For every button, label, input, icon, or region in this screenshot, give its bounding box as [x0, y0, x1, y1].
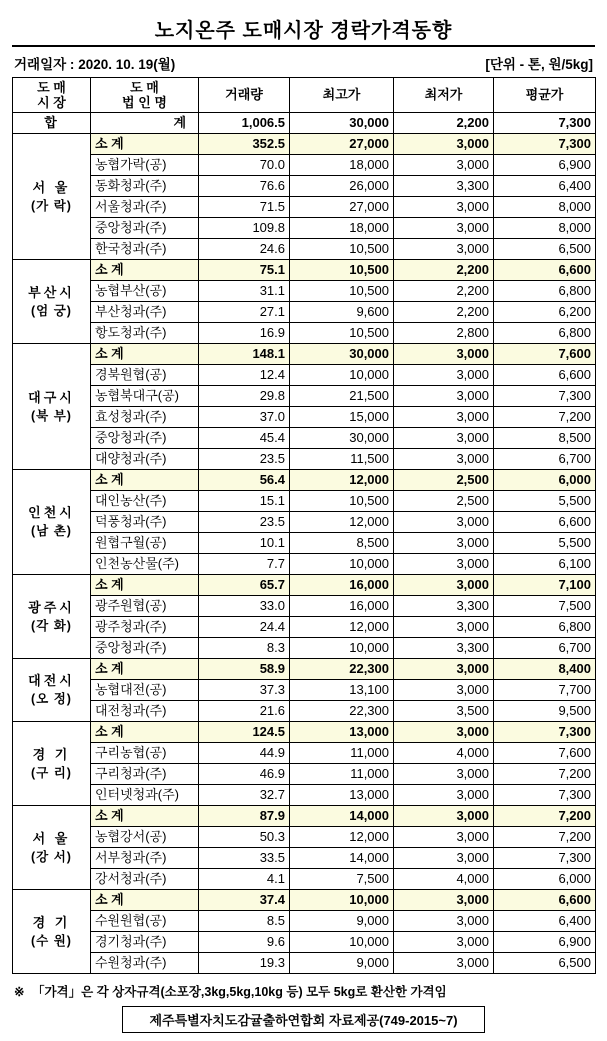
cell-high: 27,000 — [290, 134, 394, 155]
cell-low: 3,000 — [394, 365, 494, 386]
cell-low: 3,000 — [394, 932, 494, 953]
cell-volume: 4.1 — [199, 869, 290, 890]
cell-avg: 7,300 — [494, 134, 596, 155]
table-row — [13, 533, 596, 554]
cell-avg: 7,700 — [494, 680, 596, 701]
cell-avg: 6,600 — [494, 512, 596, 533]
corp-name: 부산청과(주) — [91, 302, 199, 323]
corp-name: 농협대전(공) — [91, 680, 199, 701]
cell-high: 10,000 — [290, 932, 394, 953]
cell-high: 9,600 — [290, 302, 394, 323]
cell-avg: 6,900 — [494, 932, 596, 953]
cell-avg: 7,300 — [494, 785, 596, 806]
table-row-total — [13, 113, 596, 134]
column-header-corp-line1: 도 매 — [130, 80, 159, 95]
table-row — [13, 638, 596, 659]
cell-volume: 109.8 — [199, 218, 290, 239]
cell-low: 3,000 — [394, 911, 494, 932]
cell-avg: 8,000 — [494, 197, 596, 218]
cell-low: 3,000 — [394, 134, 494, 155]
corp-name: 농협북대구(공) — [91, 386, 199, 407]
cell-avg: 6,100 — [494, 554, 596, 575]
cell-high: 12,000 — [290, 827, 394, 848]
cell-volume: 32.7 — [199, 785, 290, 806]
corp-name: 농협부산(공) — [91, 281, 199, 302]
corp-name: 항도청과(주) — [91, 323, 199, 344]
cell-volume: 33.5 — [199, 848, 290, 869]
market-sub-name: (수 원) — [31, 933, 72, 948]
table-row-subtotal — [13, 470, 596, 491]
cell-low: 2,500 — [394, 491, 494, 512]
table-row — [13, 701, 596, 722]
cell-volume: 8.5 — [199, 911, 290, 932]
cell-volume: 70.0 — [199, 155, 290, 176]
cell-volume: 29.8 — [199, 386, 290, 407]
cell-avg: 6,500 — [494, 953, 596, 974]
market-cell — [13, 134, 91, 260]
table-row — [13, 617, 596, 638]
cell-high: 14,000 — [290, 848, 394, 869]
total-low: 2,200 — [394, 113, 494, 134]
cell-avg: 7,300 — [494, 722, 596, 743]
cell-low: 3,000 — [394, 575, 494, 596]
table-row — [13, 596, 596, 617]
cell-high: 18,000 — [290, 218, 394, 239]
market-name: 광주시 — [28, 599, 75, 615]
cell-low: 2,800 — [394, 323, 494, 344]
footnote-star: ※ — [14, 985, 25, 999]
total-high: 30,000 — [290, 113, 394, 134]
cell-avg: 7,600 — [494, 743, 596, 764]
corp-name: 서부청과(주) — [91, 848, 199, 869]
subtotal-label: 소 계 — [91, 134, 199, 155]
table-row-subtotal — [13, 260, 596, 281]
table-row — [13, 218, 596, 239]
market-name: 대구시 — [28, 389, 75, 405]
table-row — [13, 386, 596, 407]
market-sub-name: (강 서) — [31, 849, 72, 864]
cell-low: 3,000 — [394, 155, 494, 176]
table-row — [13, 764, 596, 785]
corp-name: 경북원협(공) — [91, 365, 199, 386]
footnote-text: 「가격」은 각 상자규격(소포장,3kg,5kg,10kg 등) 모두 5kg로 환산한 가격임 — [31, 985, 447, 999]
cell-low: 2,200 — [394, 260, 494, 281]
cell-avg: 6,800 — [494, 281, 596, 302]
table-row — [13, 407, 596, 428]
cell-avg: 6,600 — [494, 260, 596, 281]
title-divider — [12, 45, 595, 47]
market-name: 서 울 — [32, 179, 71, 195]
cell-volume: 65.7 — [199, 575, 290, 596]
cell-volume: 148.1 — [199, 344, 290, 365]
cell-high: 27,000 — [290, 197, 394, 218]
corp-name: 대인농산(주) — [91, 491, 199, 512]
cell-avg: 8,500 — [494, 428, 596, 449]
market-name: 대전시 — [28, 673, 75, 688]
cell-low: 3,000 — [394, 197, 494, 218]
market-sub-name: (엄 궁) — [31, 303, 72, 318]
subheader — [12, 53, 595, 77]
cell-volume: 87.9 — [199, 806, 290, 827]
market-name: 부산시 — [28, 284, 75, 300]
cell-volume: 27.1 — [199, 302, 290, 323]
column-header-corp-line2: 법 인 명 — [122, 95, 167, 110]
table-row-subtotal — [13, 134, 596, 155]
market-sub-name: (구 리) — [31, 765, 72, 780]
table-row — [13, 239, 596, 260]
cell-high: 10,500 — [290, 281, 394, 302]
cell-low: 4,000 — [394, 869, 494, 890]
cell-volume: 24.6 — [199, 239, 290, 260]
cell-volume: 16.9 — [199, 323, 290, 344]
market-sub-name: (가 락) — [31, 198, 72, 213]
table-row — [13, 785, 596, 806]
cell-avg: 7,500 — [494, 596, 596, 617]
total-avg: 7,300 — [494, 113, 596, 134]
table-body — [13, 113, 596, 974]
cell-avg: 7,200 — [494, 827, 596, 848]
cell-avg: 5,500 — [494, 533, 596, 554]
column-header-market-line1: 도 매 — [37, 80, 66, 95]
cell-low: 2,200 — [394, 302, 494, 323]
credit-wrap — [12, 1006, 595, 1033]
cell-low: 3,300 — [394, 638, 494, 659]
corp-name: 농협강서(공) — [91, 827, 199, 848]
market-sub-name: (북 부) — [31, 408, 72, 423]
cell-low: 3,300 — [394, 596, 494, 617]
table-row — [13, 743, 596, 764]
cell-volume: 124.5 — [199, 722, 290, 743]
cell-low: 3,000 — [394, 890, 494, 911]
cell-high: 10,000 — [290, 890, 394, 911]
cell-low: 3,000 — [394, 407, 494, 428]
cell-high: 12,000 — [290, 512, 394, 533]
cell-low: 3,000 — [394, 218, 494, 239]
corp-name: 효성청과(주) — [91, 407, 199, 428]
corp-name: 서울청과(주) — [91, 197, 199, 218]
column-header-corp — [91, 78, 199, 113]
column-header-avg: 평균가 — [494, 78, 596, 113]
cell-high: 11,000 — [290, 764, 394, 785]
table-row — [13, 365, 596, 386]
column-header-volume: 거래량 — [199, 78, 290, 113]
corp-name: 구리청과(주) — [91, 764, 199, 785]
cell-high: 10,500 — [290, 323, 394, 344]
cell-avg: 7,300 — [494, 386, 596, 407]
market-name: 인천시 — [28, 505, 75, 520]
corp-name: 동화청과(주) — [91, 176, 199, 197]
cell-high: 13,000 — [290, 722, 394, 743]
cell-volume: 37.3 — [199, 680, 290, 701]
cell-volume: 45.4 — [199, 428, 290, 449]
cell-high: 8,500 — [290, 533, 394, 554]
cell-volume: 75.1 — [199, 260, 290, 281]
cell-volume: 37.4 — [199, 890, 290, 911]
cell-low: 3,000 — [394, 680, 494, 701]
table-row — [13, 491, 596, 512]
corp-name: 중앙청과(주) — [91, 638, 199, 659]
market-cell — [13, 722, 91, 806]
cell-high: 22,300 — [290, 659, 394, 680]
subtotal-label: 소 계 — [91, 806, 199, 827]
cell-low: 3,000 — [394, 659, 494, 680]
cell-volume: 12.4 — [199, 365, 290, 386]
column-header-low: 최저가 — [394, 78, 494, 113]
cell-low: 3,000 — [394, 848, 494, 869]
cell-avg: 6,500 — [494, 239, 596, 260]
cell-avg: 7,300 — [494, 848, 596, 869]
cell-low: 2,500 — [394, 470, 494, 491]
cell-high: 11,500 — [290, 449, 394, 470]
cell-low: 3,000 — [394, 428, 494, 449]
cell-avg: 7,100 — [494, 575, 596, 596]
corp-name: 한국청과(주) — [91, 239, 199, 260]
corp-name: 수원청과(주) — [91, 953, 199, 974]
table-row — [13, 953, 596, 974]
cell-low: 4,000 — [394, 743, 494, 764]
cell-avg: 6,800 — [494, 323, 596, 344]
cell-high: 9,000 — [290, 911, 394, 932]
page-title: 노지온주 도매시장 경락가격동향 — [154, 20, 453, 42]
cell-low: 3,000 — [394, 449, 494, 470]
cell-volume: 15.1 — [199, 491, 290, 512]
cell-high: 10,000 — [290, 365, 394, 386]
cell-volume: 71.5 — [199, 197, 290, 218]
cell-volume: 56.4 — [199, 470, 290, 491]
subtotal-label: 소 계 — [91, 722, 199, 743]
cell-low: 3,000 — [394, 953, 494, 974]
cell-volume: 23.5 — [199, 449, 290, 470]
table-row-subtotal — [13, 575, 596, 596]
corp-name: 중앙청과(주) — [91, 428, 199, 449]
cell-avg: 6,600 — [494, 890, 596, 911]
cell-high: 7,500 — [290, 869, 394, 890]
footnote — [12, 982, 595, 1000]
cell-high: 21,500 — [290, 386, 394, 407]
price-table — [12, 77, 596, 974]
cell-high: 15,000 — [290, 407, 394, 428]
cell-low: 3,000 — [394, 617, 494, 638]
corp-name: 대양청과(주) — [91, 449, 199, 470]
table-row — [13, 680, 596, 701]
cell-avg: 6,600 — [494, 365, 596, 386]
table-row-subtotal — [13, 890, 596, 911]
column-header-market — [13, 78, 91, 113]
table-row — [13, 869, 596, 890]
cell-avg: 9,500 — [494, 701, 596, 722]
cell-volume: 76.6 — [199, 176, 290, 197]
cell-low: 3,000 — [394, 554, 494, 575]
cell-low: 3,000 — [394, 512, 494, 533]
cell-avg: 6,000 — [494, 470, 596, 491]
cell-high: 9,000 — [290, 953, 394, 974]
cell-low: 3,000 — [394, 785, 494, 806]
cell-avg: 6,700 — [494, 449, 596, 470]
market-cell — [13, 344, 91, 470]
table-row — [13, 323, 596, 344]
cell-high: 16,000 — [290, 596, 394, 617]
cell-high: 10,000 — [290, 638, 394, 659]
column-header-high: 최고가 — [290, 78, 394, 113]
cell-low: 3,000 — [394, 827, 494, 848]
corp-name: 인터넷청과(주) — [91, 785, 199, 806]
corp-name: 강서청과(주) — [91, 869, 199, 890]
cell-low: 3,000 — [394, 386, 494, 407]
cell-avg: 8,400 — [494, 659, 596, 680]
cell-high: 13,000 — [290, 785, 394, 806]
cell-volume: 37.0 — [199, 407, 290, 428]
market-cell — [13, 659, 91, 722]
market-name: 경 기 — [32, 914, 71, 930]
market-cell — [13, 260, 91, 344]
table-row — [13, 155, 596, 176]
market-cell — [13, 806, 91, 890]
cell-volume: 46.9 — [199, 764, 290, 785]
cell-volume: 352.5 — [199, 134, 290, 155]
cell-high: 12,000 — [290, 617, 394, 638]
table-row — [13, 512, 596, 533]
cell-low: 3,000 — [394, 764, 494, 785]
market-cell — [13, 890, 91, 974]
cell-high: 11,000 — [290, 743, 394, 764]
cell-high: 13,100 — [290, 680, 394, 701]
table-row — [13, 911, 596, 932]
subtotal-label: 소 계 — [91, 890, 199, 911]
unit-note: [단위 - 톤, 원/5kg] — [485, 57, 593, 72]
cell-avg: 7,200 — [494, 407, 596, 428]
cell-avg: 5,500 — [494, 491, 596, 512]
cell-avg: 6,200 — [494, 302, 596, 323]
subtotal-label: 소 계 — [91, 575, 199, 596]
corp-name: 광주원협(공) — [91, 596, 199, 617]
cell-low: 3,300 — [394, 176, 494, 197]
cell-volume: 19.3 — [199, 953, 290, 974]
corp-name: 덕풍청과(주) — [91, 512, 199, 533]
cell-volume: 21.6 — [199, 701, 290, 722]
credit-box: 제주특별자치도감귤출하연합회 자료제공(749-2015~7) — [122, 1006, 484, 1033]
cell-low: 3,000 — [394, 344, 494, 365]
table-row-subtotal — [13, 659, 596, 680]
cell-high: 10,500 — [290, 260, 394, 281]
table-header-row — [13, 78, 596, 113]
cell-low: 3,500 — [394, 701, 494, 722]
cell-low: 3,000 — [394, 722, 494, 743]
cell-avg: 6,700 — [494, 638, 596, 659]
cell-volume: 31.1 — [199, 281, 290, 302]
corp-name: 경기청과(주) — [91, 932, 199, 953]
table-row — [13, 848, 596, 869]
table-row-subtotal — [13, 722, 596, 743]
column-header-market-line2: 시 장 — [37, 95, 66, 110]
total-corp-label: 계 — [91, 113, 199, 134]
cell-volume: 50.3 — [199, 827, 290, 848]
cell-low: 2,200 — [394, 281, 494, 302]
table-row-subtotal — [13, 806, 596, 827]
corp-name: 인천농산물(주) — [91, 554, 199, 575]
corp-name: 수원원협(공) — [91, 911, 199, 932]
table-row — [13, 827, 596, 848]
corp-name: 중앙청과(주) — [91, 218, 199, 239]
market-name: 경 기 — [32, 746, 71, 762]
cell-high: 14,000 — [290, 806, 394, 827]
market-sub-name: (남 촌) — [31, 524, 72, 538]
subtotal-label: 소 계 — [91, 344, 199, 365]
table-row — [13, 176, 596, 197]
cell-avg: 6,900 — [494, 155, 596, 176]
cell-low: 3,000 — [394, 806, 494, 827]
cell-volume: 7.7 — [199, 554, 290, 575]
corp-name: 광주청과(주) — [91, 617, 199, 638]
market-cell — [13, 470, 91, 575]
cell-avg: 6,400 — [494, 911, 596, 932]
cell-high: 22,300 — [290, 701, 394, 722]
cell-volume: 33.0 — [199, 596, 290, 617]
cell-volume: 23.5 — [199, 512, 290, 533]
cell-high: 10,500 — [290, 239, 394, 260]
cell-high: 16,000 — [290, 575, 394, 596]
cell-high: 18,000 — [290, 155, 394, 176]
table-row — [13, 281, 596, 302]
market-name: 서 울 — [32, 830, 71, 846]
table-row — [13, 932, 596, 953]
table-row — [13, 449, 596, 470]
table-row — [13, 554, 596, 575]
table-row — [13, 197, 596, 218]
cell-high: 30,000 — [290, 344, 394, 365]
table-row-subtotal — [13, 344, 596, 365]
cell-volume: 8.3 — [199, 638, 290, 659]
cell-volume: 44.9 — [199, 743, 290, 764]
subtotal-label: 소 계 — [91, 659, 199, 680]
cell-high: 26,000 — [290, 176, 394, 197]
market-sub-name: (오 정) — [31, 692, 72, 706]
cell-avg: 7,200 — [494, 806, 596, 827]
cell-low: 3,000 — [394, 533, 494, 554]
total-market-label: 합 — [13, 113, 91, 134]
cell-avg: 6,800 — [494, 617, 596, 638]
cell-volume: 58.9 — [199, 659, 290, 680]
trade-date — [14, 53, 175, 73]
cell-volume: 10.1 — [199, 533, 290, 554]
total-volume: 1,006.5 — [199, 113, 290, 134]
cell-avg: 6,400 — [494, 176, 596, 197]
subtotal-label: 소 계 — [91, 260, 199, 281]
cell-high: 12,000 — [290, 470, 394, 491]
corp-name: 구리농협(공) — [91, 743, 199, 764]
cell-high: 10,000 — [290, 554, 394, 575]
cell-avg: 6,000 — [494, 869, 596, 890]
table-row — [13, 428, 596, 449]
corp-name: 대전청과(주) — [91, 701, 199, 722]
trade-date-value: 2020. 10. 19(월) — [78, 57, 176, 72]
cell-high: 10,500 — [290, 491, 394, 512]
cell-low: 3,000 — [394, 239, 494, 260]
cell-volume: 9.6 — [199, 932, 290, 953]
market-sub-name: (각 화) — [31, 618, 72, 633]
corp-name: 원협구월(공) — [91, 533, 199, 554]
cell-avg: 8,000 — [494, 218, 596, 239]
cell-avg: 7,200 — [494, 764, 596, 785]
trade-date-label: 거래일자 : — [14, 57, 75, 72]
subtotal-label: 소 계 — [91, 470, 199, 491]
market-cell — [13, 575, 91, 659]
table-row — [13, 302, 596, 323]
cell-avg: 7,600 — [494, 344, 596, 365]
cell-high: 30,000 — [290, 428, 394, 449]
cell-volume: 24.4 — [199, 617, 290, 638]
corp-name: 농협가락(공) — [91, 155, 199, 176]
